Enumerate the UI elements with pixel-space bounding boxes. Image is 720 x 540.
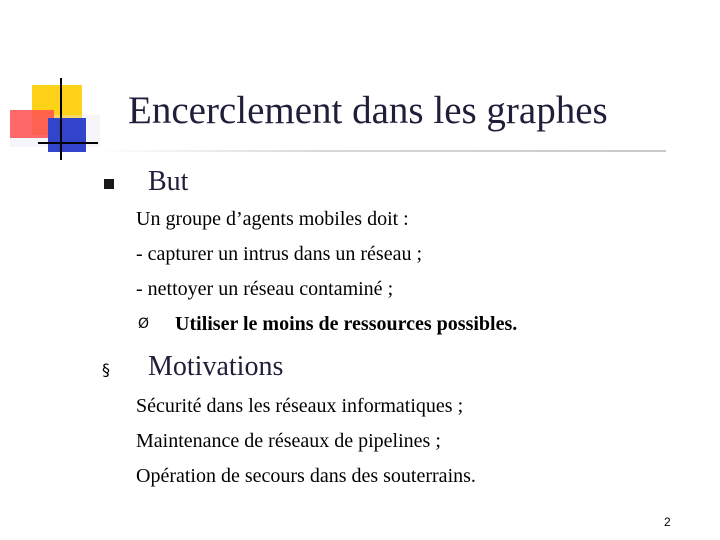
body-line: Sécurité dans les réseaux informatiques ; xyxy=(136,395,464,417)
logo-blue-square xyxy=(48,118,86,152)
slide-title: Encerclement dans les graphes xyxy=(128,89,608,132)
arrow-bullet-icon: Ø xyxy=(138,316,150,332)
bullet-square-icon xyxy=(104,179,114,189)
slide-logo xyxy=(0,0,110,170)
section-heading-but: But xyxy=(148,166,189,197)
section-heading-motivations: Motivations xyxy=(148,351,284,382)
body-line: - capturer un intrus dans un réseau ; xyxy=(136,243,423,265)
logo-horizontal-line xyxy=(38,142,98,144)
sub-bullet xyxy=(138,313,517,336)
section-bullet-icon: § xyxy=(102,360,110,379)
sub-bullet-text: Utiliser le moins de ressources possibles. xyxy=(175,313,518,335)
page-number: 2 xyxy=(664,515,671,529)
body-line: Un groupe d’agents mobiles doit : xyxy=(136,208,409,230)
title-underline xyxy=(96,150,666,152)
body-line: Maintenance de réseaux de pipelines ; xyxy=(136,430,441,452)
body-line: Opération de secours dans des souterrains. xyxy=(136,465,476,487)
logo-vertical-line xyxy=(60,78,62,160)
body-line: - nettoyer un réseau contaminé ; xyxy=(136,278,394,300)
